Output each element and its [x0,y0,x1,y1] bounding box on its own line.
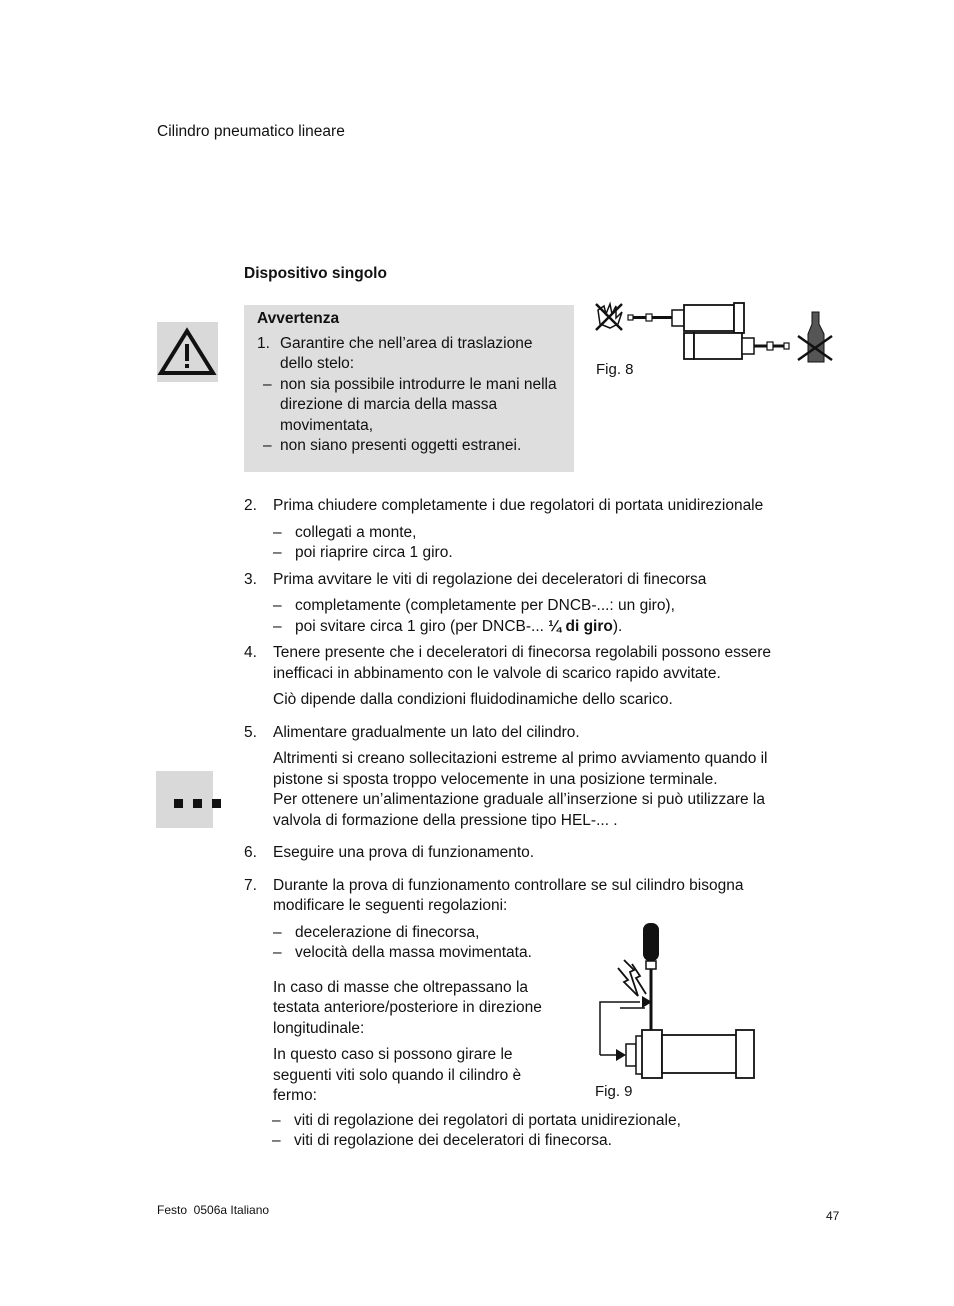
step-note: Ciò dipende dalla condizioni fluidodinamiche dello scarico. [273,691,673,708]
step-text: Prima chiudere completamente i due regolatori di portata unidirezionale [273,497,764,514]
dash-marker: – [273,944,282,961]
fig8-caption: Fig. 8 [596,361,634,378]
section-title: Dispositivo singolo [244,265,387,282]
dash-marker: – [272,1111,281,1129]
dash-marker: – [273,617,282,635]
step-sub-item [273,523,814,544]
fig9-illustration [590,920,760,1085]
sub-item-text: collegati a monte, [295,523,417,541]
step-text: Eseguire una prova di funzionamento. [273,844,535,861]
hand-crossed-icon [596,304,622,330]
warning-triangle-icon [157,322,218,382]
step-number: 6. [244,844,257,861]
dot-icon [193,799,202,808]
sub-item-text: poi riaprire circa 1 giro. [295,544,453,561]
step-note: In caso di masse che oltrepassano la testata anteriore/posteriore in direzione longitudinale: [273,978,542,1037]
step-note: Per ottenere un’alimentazione graduale all’inserzione si può utilizzare la valvola di formazione della pressione tipo HEL-... . [273,791,765,829]
sub-item-text: viti di regolazione dei deceleratori di finecorsa. [294,1132,612,1149]
warning-bullet-text: non siano presenti oggetti estranei. [280,437,522,454]
sub-item-text: decelerazione di finecorsa, [295,923,480,941]
step-note: In questo caso si possono girare le seguenti viti solo quando il cilindro è fermo: [273,1046,522,1104]
sub-item-text: poi svitare circa 1 giro (per DNCB-... [295,617,549,635]
step-note: Altrimenti si creano sollecitazioni estreme al primo avviamento quando il pistone si sposta troppo velocemente in una posizione terminale. [273,750,768,788]
dot-icon [174,799,183,808]
fig9-caption: Fig. 9 [595,1083,633,1100]
final-items [244,1111,814,1152]
sub-item-text: viti di regolazione dei regolatori di portata unidirezionale, [294,1111,681,1129]
dash-marker: – [273,597,282,614]
cylinder-top-icon [628,303,744,333]
final-sub-item [272,1131,814,1152]
step-sub-item [273,596,814,617]
step-3 [244,570,814,638]
step-number: 2. [244,497,257,514]
step-6 [244,843,814,864]
dash-marker: – [273,523,282,541]
step-5 [244,723,814,832]
bottle-crossed-icon [798,312,832,362]
step-2 [244,496,814,564]
sub-item-text: velocità della massa movimentata. [295,944,532,961]
warning-bullet-1 [257,375,567,437]
dash-marker: – [272,1132,281,1149]
warning-bullet-text: non sia possibile introdurre le mani nella direzione di marcia della massa movimentata, [280,375,557,434]
step-sub-item [273,617,814,638]
sub-item-text: completamente (completamente per DNCB-...: un giro), [295,597,675,614]
continuation-icon-box [156,771,213,828]
sub-item-text: ). [612,617,623,635]
step-number: 7. [244,876,257,894]
step-number: 3. [244,570,257,588]
dash-marker: – [263,375,272,393]
cylinder-icon [626,1030,754,1078]
warning-item-text: Garantire che nell’area di traslazione dello stelo: [280,334,533,372]
footer-left: Festo 0506a Italiano [157,1203,270,1217]
step-text: Durante la prova di funzionamento controllare se sul cilindro bisogna modificare le seguenti regolazioni: [273,876,744,914]
final-sub-item [272,1111,814,1132]
sub-item-bold: ¼ di giro [548,617,613,635]
page-number: 47 [826,1209,840,1223]
step-number: 5. [244,723,257,741]
step-sub-item [273,543,814,564]
warning-box [244,305,574,472]
step-text: Alimentare gradualmente un lato del cilindro. [273,723,580,741]
dash-marker: – [273,923,282,941]
lightning-icon [618,960,646,996]
page-header: Cilindro pneumatico lineare [157,123,345,140]
warning-title: Avvertenza [257,310,340,327]
dot-icon [212,799,221,808]
step-number: 4. [244,644,257,661]
dash-marker: – [273,544,282,561]
warning-item-number: 1. [257,334,270,352]
step-4 [244,643,814,711]
dash-marker: – [263,437,272,454]
step-text: Tenere presente che i deceleratori di finecorsa regolabili possono essere inefficaci in abbinamento con le valvole di scarico rapido avvitate. [273,644,772,682]
step-text: Prima avvitare le viti di regolazione dei deceleratori di finecorsa [273,570,707,588]
warning-bullet-2 [257,436,567,457]
screwdriver-icon [643,923,659,1030]
warning-item-1 [257,334,567,375]
warning-icon-box [157,322,218,382]
cylinder-bottom-icon [684,333,789,359]
